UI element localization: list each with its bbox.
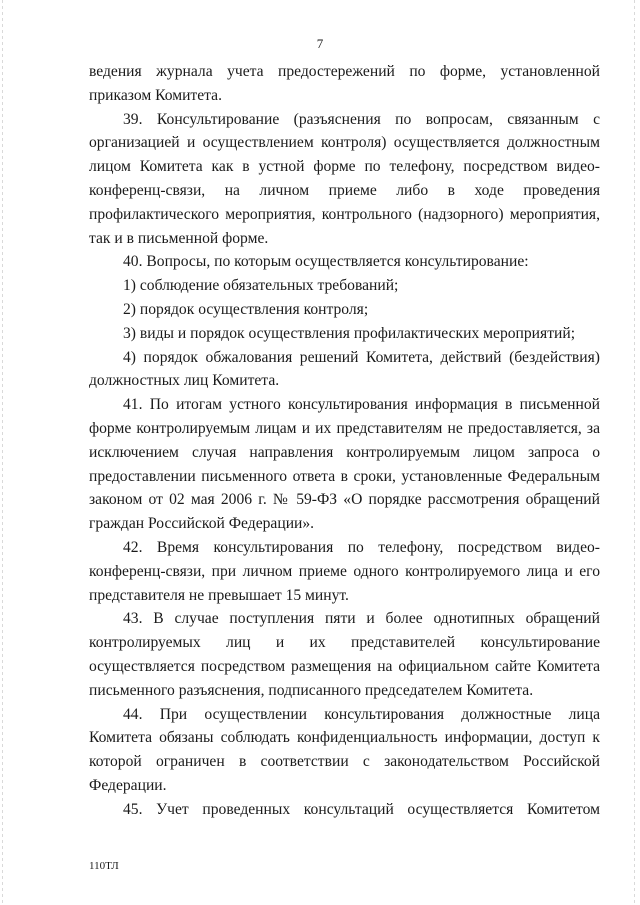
footer-code: 110ТЛ [89, 860, 119, 872]
paragraph-40: 40. Вопросы, по которым осуществляется консультирование: [123, 253, 529, 271]
paragraph-39: 39. Консультирование (разъяснения по вопросам, связанным с организацией и осуществлением контроля) осуществляется должностным лицом Комитета как в устной форме по телефону, посредством видео-конференц-связи, на личном приеме либо в ходе проведения профилактического мероприятия, контрольного (надзорного) мероприятия, так и в письменной форме. [89, 110, 600, 247]
page-edge-right [634, 0, 638, 905]
list-item-2: 2) порядок осуществления контроля; [123, 300, 369, 318]
list-item-4: 4) порядок обжалования решений Комитета, действий (бездействия) должностных лиц Комитета. [89, 348, 600, 390]
paragraph-continuation: ведения журнала учета предостережений по форме, установленной приказом Комитета. [89, 63, 600, 104]
page-number: 7 [316, 36, 324, 51]
paragraph-45: 45. Учет проведенных консультаций осуществляется Комитетом [123, 800, 600, 818]
paragraph-44: 44. При осуществлении консультирования должностные лица Комитета обязаны соблюдать конфиденциальность информации, доступ к которой ограничен в соответствии с законодательством Российской Федерации. [89, 705, 600, 794]
list-item-3: 3) виды и порядок осуществления профилактических мероприятий; [123, 324, 576, 342]
document-body [89, 60, 600, 822]
list-item-1: 1) соблюдение обязательных требований; [123, 277, 399, 295]
paragraph-43: 43. В случае поступления пяти и более однотипных обращений контролируемых лиц и их представителей консультирование осуществляется посредством размещения на официальном сайте Комитета письменного разъяснения, подписанного председателем Комитета. [89, 610, 600, 699]
paragraph-42: 42. Время консультирования по телефону, посредством видео-конференц-связи, при личном приеме одного контролируемого лица и его представителя не превышает 15 минут. [89, 538, 600, 604]
page-edge-left [2, 0, 6, 905]
paragraph-41: 41. По итогам устного консультирования информация в письменной форме контролируемым лицам и их представителям не предоставляется, за исключением случая направления контролируемым лицом запроса о предоставлении письменного ответа в сроки, установленные Федеральным законом от 02 мая 2006 г. № 59-ФЗ «О порядке рассмотрения обращений граждан Российской Федерации». [89, 396, 600, 533]
